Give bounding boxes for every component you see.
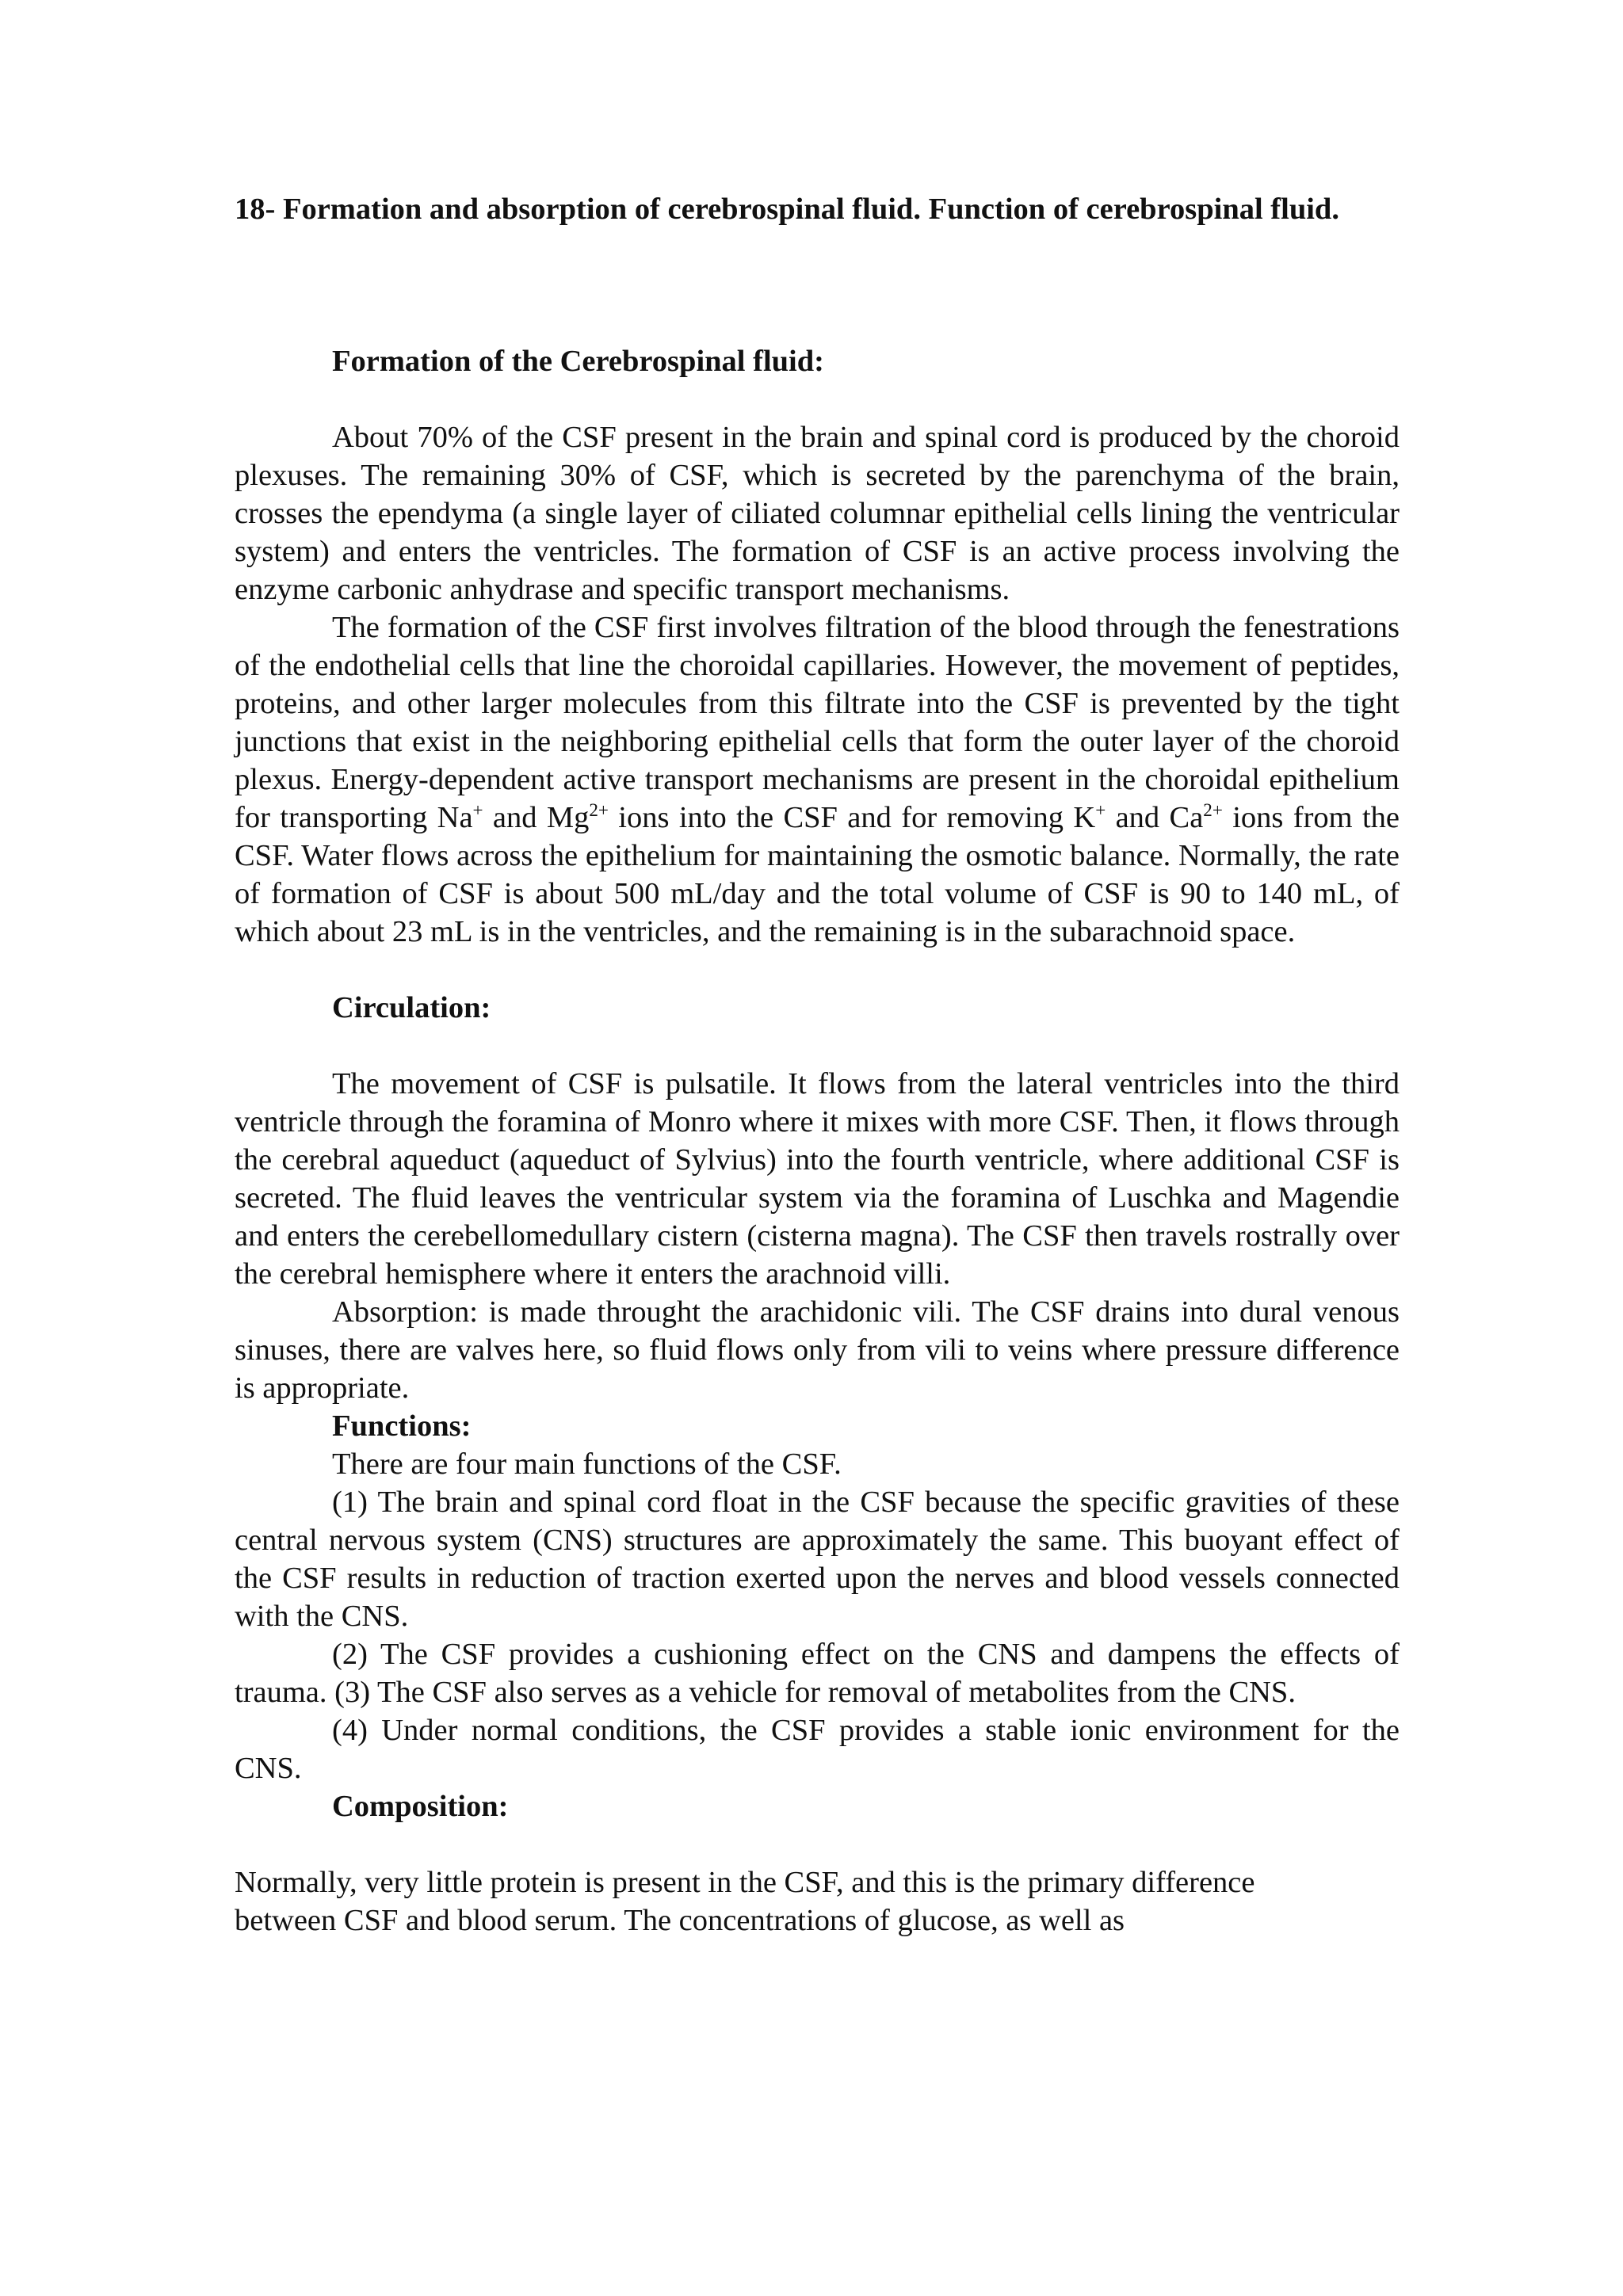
document-page — [235, 190, 1400, 1939]
function-4: (4) Under normal conditions, the CSF provides a stable ionic environment for the CNS. — [235, 1714, 1400, 1785]
functions-heading: Functions: — [332, 1409, 472, 1443]
formation-p2-text-d: and Ca — [1106, 801, 1204, 834]
potassium-charge: + — [1095, 799, 1106, 821]
magnesium-charge: 2+ — [589, 799, 609, 821]
composition-line-2: between CSF and blood serum. The concentrations of glucose, as well as — [235, 1904, 1125, 1937]
circulation-heading: Circulation: — [332, 991, 491, 1024]
composition-heading: Composition: — [332, 1790, 509, 1823]
document-title: 18- Formation and absorption of cerebrospinal fluid. Function of cerebrospinal fluid. — [235, 193, 1339, 226]
calcium-charge: 2+ — [1203, 799, 1223, 821]
function-1: (1) The brain and spinal cord float in the CSF because the specific gravities of these central nervous system (CNS) structures are approximately the same. This buoyant effect of the CSF results in reduction of traction exerted upon the nerves and blood vessels connected with the CNS. — [235, 1486, 1400, 1633]
formation-heading: Formation of the Cerebrospinal fluid: — [332, 345, 824, 378]
formation-p2-text-b: and Mg — [483, 801, 590, 834]
formation-paragraph-1: About 70% of the CSF present in the brain and spinal cord is produced by the choroid plexuses. The remaining 30% of CSF, which is secreted by the parenchyma of the brain, crosses the ependyma (a single layer of ciliated columnar epithelial cells lining the ventricular system) and enters the ventricles. The formation of CSF is an active process involving the enzyme carbonic anhydrase and specific transport mechanisms. — [235, 421, 1400, 606]
absorption-paragraph: Absorption: is made throught the arachidonic vili. The CSF drains into dural venous sinuses, there are valves here, so fluid flows only from vili to veins where pressure difference is appropriate. — [235, 1295, 1400, 1405]
circulation-paragraph-1: The movement of CSF is pulsatile. It flows from the lateral ventricles into the third ventricle through the foramina of Monro where it mixes with more CSF. Then, it flows through the cerebral aqueduct (aqueduct of Sylvius) into the fourth ventricle, where additional CSF is secreted. The fluid leaves the ventricular system via the foramina of Luschka and Magendie and enters the cerebellomedullary cistern (cisterna magna). The CSF then travels rostrally over the cerebral hemisphere where it enters the arachnoid villi. — [235, 1067, 1400, 1291]
formation-p2-text-c: ions into the CSF and for removing K — [608, 801, 1096, 834]
composition-line-1: Normally, very little protein is present in the CSF, and this is the primary difference — [235, 1866, 1255, 1899]
formation-paragraph-2 — [235, 608, 1400, 951]
function-2-3: (2) The CSF provides a cushioning effect on the CNS and dampens the effects of trauma. (3) The CSF also serves as a vehicle for removal of metabolites from the CNS. — [235, 1638, 1400, 1709]
sodium-charge: + — [472, 799, 483, 821]
functions-intro: There are four main functions of the CSF. — [332, 1447, 842, 1481]
formation-p2-text-a: The formation of the CSF first involves filtration of the blood through the fenestrations of the endothelial cells that line the choroidal capillaries. However, the movement of peptides, proteins, and other larger molecules from this filtrate into the CSF is prevented by the tight junctions that exist in the neighboring epithelial cells that form the outer layer of the choroid plexus. Energy-dependent active transport mechanisms are present in the choroidal epithelium for transporting Na — [235, 611, 1400, 834]
formation-p2-text-e: ions from the CSF. Water flows across the epithelium for maintaining the osmotic balance. Normally, the rate of formation of CSF is about 500 mL/day and the total volume of CSF is 90 to 140 mL, of which about 23 mL is in the ventricles, and the remaining is in the subarachnoid space. — [235, 801, 1400, 948]
